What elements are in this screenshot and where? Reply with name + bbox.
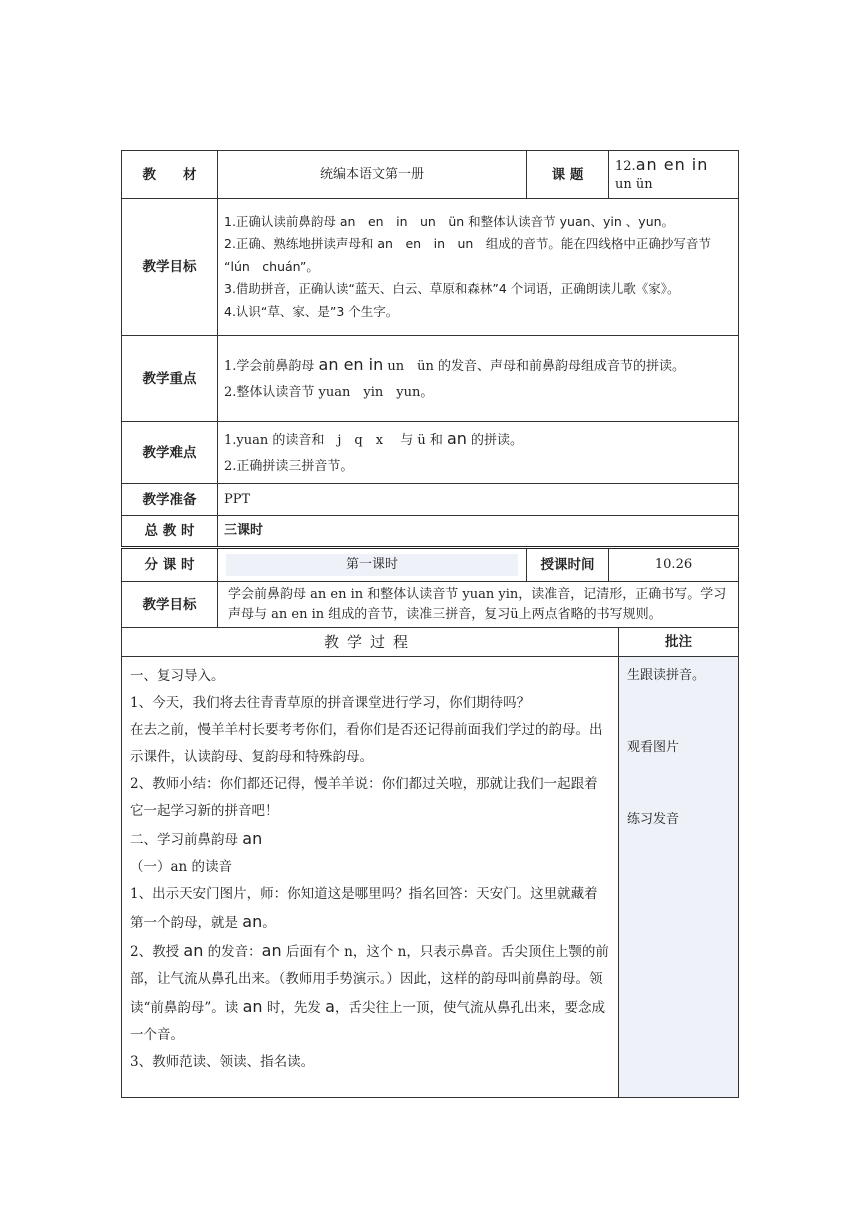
period-row: [122, 548, 739, 582]
material-label: 教 材: [122, 151, 218, 199]
material-row: [122, 151, 739, 199]
period-value: 第一课时: [226, 554, 518, 576]
topic-pinyin-2: un ün: [615, 176, 653, 192]
prep-row: [122, 484, 739, 516]
process-header-row: [122, 628, 739, 657]
period-cell: [218, 548, 527, 582]
note-1: 生跟读拼音。: [627, 668, 706, 683]
para-2: [130, 937, 610, 1049]
key-label: 教学重点: [122, 336, 218, 422]
goals-content: [218, 199, 739, 336]
period-label: 分 课 时: [122, 548, 218, 582]
difficult-line-1: [224, 426, 732, 454]
topic-num: 12.: [615, 158, 636, 174]
key-text-b: un ün 的发音、声母和前鼻韵母组成音节的拼读。: [383, 358, 685, 374]
topic-value: [609, 151, 739, 199]
para-3: 3、教师范读、领读、指名读。: [130, 1054, 315, 1070]
prep-value: PPT: [218, 484, 739, 516]
lesson-table: [121, 150, 739, 628]
difficult-pinyin: an: [446, 428, 467, 448]
para-1-text-b: 。: [262, 915, 276, 931]
goals2-label: 教学目标: [122, 582, 218, 628]
topic-label: 课 题: [527, 151, 609, 199]
difficult-row: [122, 422, 739, 484]
goal-line-4: 4.认识“草、家、是”3 个生字。: [224, 303, 399, 319]
process-line-2: 1、今天，我们将去往青青草原的拼音课堂进行学习，你们期待吗？: [130, 695, 531, 711]
para-1-pinyin: an: [242, 912, 263, 931]
key-text-a: 1.学会前鼻韵母: [224, 358, 319, 374]
key-pinyin: an en in: [318, 354, 384, 374]
para-2-pinyin-1: an: [183, 941, 204, 960]
process-line-4: 2、教师小结：你们都还记得，慢羊羊说：你们都过关啦，那就让我们一起跟着它一起学习新的拼音吧！: [130, 776, 598, 819]
para-2-text-a: 2、教授: [130, 944, 184, 960]
para-2-pinyin-3: an: [242, 997, 263, 1016]
key-line-1: [224, 352, 732, 380]
notes-column: [619, 657, 739, 1098]
process-line-3: 在去之前，慢羊羊村长要考考你们，看你们是否还记得前面我们学过的韵母。出示课件，认读韵母、复韵母和特殊韵母。: [130, 722, 603, 765]
topic-pinyin-1: an en in: [635, 154, 709, 174]
difficult-content: [218, 422, 739, 484]
goals-label: 教学目标: [122, 199, 218, 336]
section-2-text: 二、学习前鼻韵母: [130, 832, 243, 848]
time-value: 10.26: [609, 548, 739, 582]
process-line-1: 一、复习导入。: [130, 668, 225, 684]
material-value: 统编本语文第一册: [218, 151, 527, 199]
para-2-text-e: ，舌尖往上一顶，使气流从鼻孔出来，要念成一个音。: [130, 1000, 605, 1043]
goals2-row: [122, 582, 739, 628]
key-line-2: 2.整体认读音节 yuan yin yun。: [224, 384, 434, 400]
sub-1-title: （一）an 的读音: [130, 859, 233, 875]
process-content: [122, 657, 619, 1098]
goals2-value: 学会前鼻韵母 an en in 和整体认读音节 yuan yin，读准音，记清形，正确书写。学习声母与 an en in 组成的音节，读准三拼音，复习ü上两点省略的书写规则。: [218, 582, 739, 628]
total-row: [122, 516, 739, 548]
goal-line-2: 2.正确、熟练地拼读声母和 an en in un 组成的音节。能在四线格中正确抄写音节 “lún chuán”。: [224, 236, 711, 274]
difficult-label: 教学难点: [122, 422, 218, 484]
section-2-pinyin: an: [242, 829, 263, 848]
goals-row: [122, 199, 739, 336]
section-2-title: [130, 825, 610, 854]
difficult-line-2: 2.正确拼读三拼音节。: [224, 458, 354, 474]
process-header: 教学过程: [122, 628, 619, 657]
process-table: [121, 627, 739, 1098]
para-2-text-b: 的发音：: [203, 944, 262, 960]
para-2-pinyin-2: an: [261, 941, 282, 960]
note-3: 练习发音: [627, 812, 680, 827]
para-2-text-d: 时，先发: [262, 1000, 326, 1016]
para-2-text-c: 后面有个 n，这个 n，只表示鼻音。舌尖顶住上颚的前部，让气流从鼻孔出来。（教师用手势演示。）因此，这样的韵母叫前鼻韵母。领读“前鼻韵母”。读: [130, 944, 609, 1016]
notes-header: 批注: [619, 628, 739, 657]
process-body-row: [122, 657, 739, 1098]
prep-label: 教学准备: [122, 484, 218, 516]
para-1-text-a: 1、出示天安门图片，师：你知道这是哪里吗？指名回答：天安门。这里就藏着第一个韵母，就是: [130, 886, 598, 931]
para-2-pinyin-4: a: [325, 997, 335, 1016]
goal-line-3: 3.借助拼音，正确认读“蓝天、白云、草原和森林”4 个词语，正确朗读儿歌《家》。: [224, 281, 680, 297]
key-row: [122, 336, 739, 422]
lesson-plan: [121, 150, 738, 1098]
para-1: [130, 881, 610, 937]
total-value: 三课时: [218, 516, 739, 548]
difficult-text-a: 1.yuan 的读音和 j q x 与 ü 和: [224, 432, 447, 448]
total-label: 总 教 时: [122, 516, 218, 548]
key-content: [218, 336, 739, 422]
goal-line-1: 1.正确认读前鼻韵母 an en in un ün 和整体认读音节 yuan、yin 、yun。: [224, 213, 675, 229]
note-2: 观看图片: [627, 740, 680, 755]
difficult-text-b: 的拼读。: [466, 432, 524, 448]
time-label: 授课时间: [527, 548, 609, 582]
